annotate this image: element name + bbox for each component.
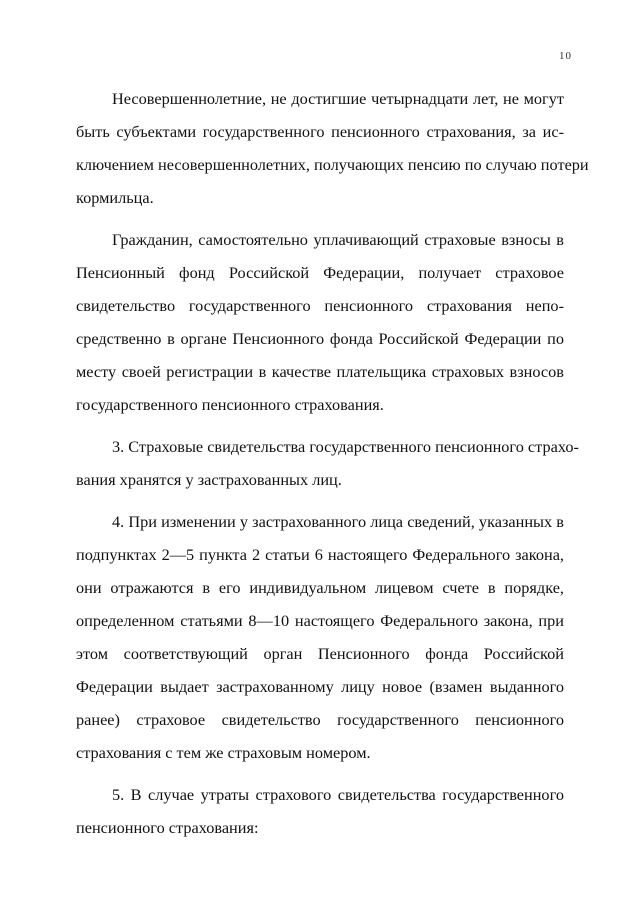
paragraph-item-4: [76, 505, 564, 769]
paragraph-line: определенном статьями 8—10 настоящего Федерального закона, при: [76, 611, 564, 630]
paragraph-line: средственно в органе Пенсионного фонда Российской Федерации по: [76, 329, 564, 348]
paragraph-line: Пенсионный фонд Российской Федерации, получает страховое: [76, 263, 564, 282]
paragraph-line: 3. Страховые свидетельства государственного пенсионного страхо-: [112, 437, 579, 456]
paragraph-line: государственного пенсионного страхования.: [76, 395, 384, 414]
paragraph-line: вания хранятся у застрахованных лиц.: [76, 470, 342, 489]
paragraph-line: Гражданин, самостоятельно уплачивающий страховые взносы в: [112, 230, 564, 249]
paragraph-line: быть субъектами государственного пенсионного страхования, за ис-: [76, 122, 564, 141]
paragraph-line: пенсионного страхования:: [76, 818, 259, 837]
paragraph-line: кормильца.: [76, 188, 154, 207]
paragraph-line: свидетельство государственного пенсионного страхования непо-: [76, 296, 564, 315]
paragraph-line: этом соответствующий орган Пенсионного фонда Российской: [76, 644, 564, 663]
paragraph-line: месту своей регистрации в качестве плательщика страховых взносов: [76, 362, 564, 381]
paragraph-line: 4. При изменении у застрахованного лица сведений, указанных в: [112, 512, 564, 531]
paragraph-line: страхования с тем же страховым номером.: [76, 743, 371, 762]
page-number: 10: [559, 50, 572, 62]
paragraph-line: Несовершеннолетние, не достигшие четырнадцати лет, не могут: [112, 89, 564, 108]
paragraph-minors: [76, 82, 589, 214]
paragraph-line: 5. В случае утраты страхового свидетельства государственного: [112, 785, 564, 804]
paragraph-line: Федерации выдает застрахованному лицу новое (взамен выданного: [76, 677, 564, 696]
document-body: [76, 82, 589, 844]
paragraph-item-3: [76, 430, 579, 496]
paragraph-line: ранее) страховое свидетельство государственного пенсионного: [76, 710, 564, 729]
paragraph-line: ключением несовершеннолетних, получающих пенсию по случаю потери: [76, 155, 589, 174]
paragraph-item-5: [76, 778, 564, 844]
paragraph-self-paying-citizen: [76, 223, 564, 421]
paragraph-line: подпунктах 2—5 пункта 2 статьи 6 настоящего Федерального закона,: [76, 545, 564, 564]
paragraph-line: они отражаются в его индивидуальном лицевом счете в порядке,: [76, 578, 564, 597]
